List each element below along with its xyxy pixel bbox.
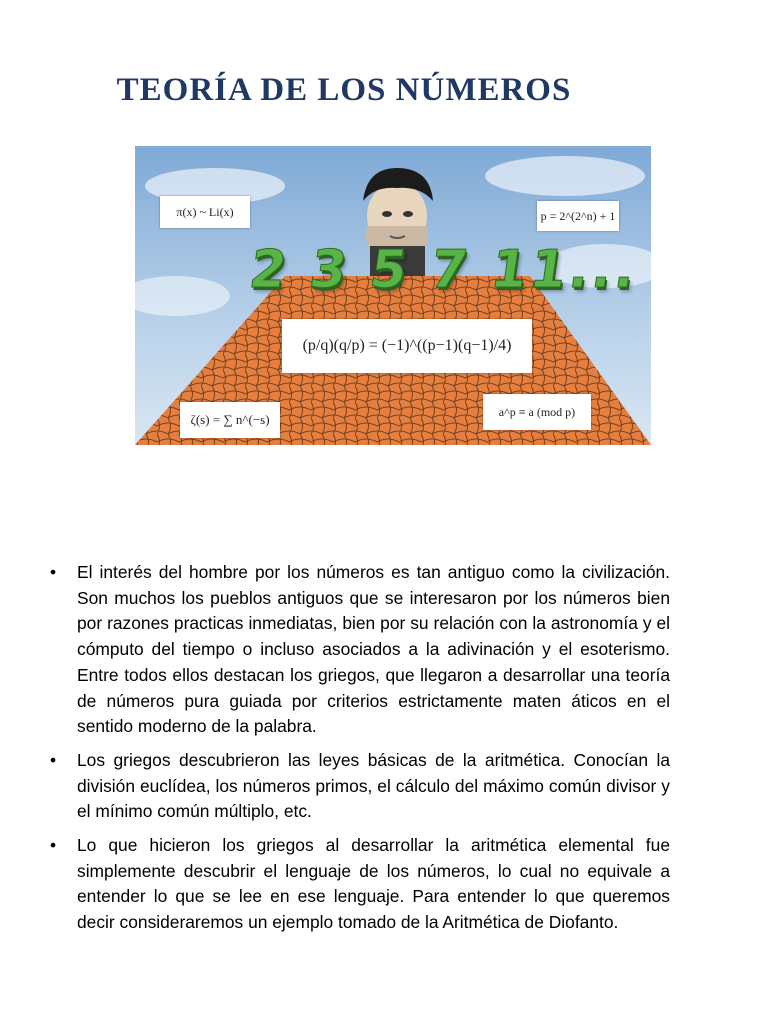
zeta-function-formula: ζ(s) = ∑ n^(−s) xyxy=(180,402,280,438)
bullet-marker: • xyxy=(50,562,57,582)
prime-counting-formula: π(x) ~ Li(x) xyxy=(160,196,250,228)
bullet-marker: • xyxy=(50,835,57,856)
list-item xyxy=(50,560,670,740)
bullet-marker: • xyxy=(50,749,57,770)
quadratic-reciprocity-formula: (p/q)(q/p) = (−1)^((p−1)(q−1)/4) xyxy=(282,319,532,373)
paragraph-text: Los griegos descubrieron las leyes básicas de la aritmética. Conocían la división euclídea, los números primos, el cálculo del máximo común divisor y el mínimo común múltiplo, etc. xyxy=(77,749,670,822)
paragraph-text: Lo que hicieron los griegos al desarrollar la aritmética elemental fue simplemente descubrir el lenguaje de los números, lo cual no equivale a entender lo que se lee en ese lenguaje. Para entender lo que queremos decir consideraremos un ejemplo tomado de la Aritmética de Diofanto. xyxy=(77,835,670,933)
list-item xyxy=(50,748,670,825)
paragraph-text: El interés del hombre por los números es tan antiguo como la civilización. Son muchos los pueblos antiguos que se interesaron por los números bien por razones practicas inmediatas, bien por su relación con la astronomía y el cómputo del tiempo o incluso asociados a la adivinación y el esoterismo. Entre todos ellos destacan los griegos, que llegaron a desarrollar una teoría de números pura guiada por criterios estrictamente maten áticos en el sentido moderno de la palabra. xyxy=(77,562,670,737)
prime-numbers-text: 2 3 5 7 11... xyxy=(245,240,642,300)
list-item xyxy=(50,833,670,936)
fermat-little-theorem-formula: a^p ≡ a (mod p) xyxy=(483,394,591,430)
number-theory-illustration xyxy=(135,146,651,445)
fermat-number-formula: p = 2^(2^n) + 1 xyxy=(537,201,619,231)
page-title: TEORÍA DE LOS NÚMEROS xyxy=(116,72,572,108)
bullet-list xyxy=(50,560,670,944)
